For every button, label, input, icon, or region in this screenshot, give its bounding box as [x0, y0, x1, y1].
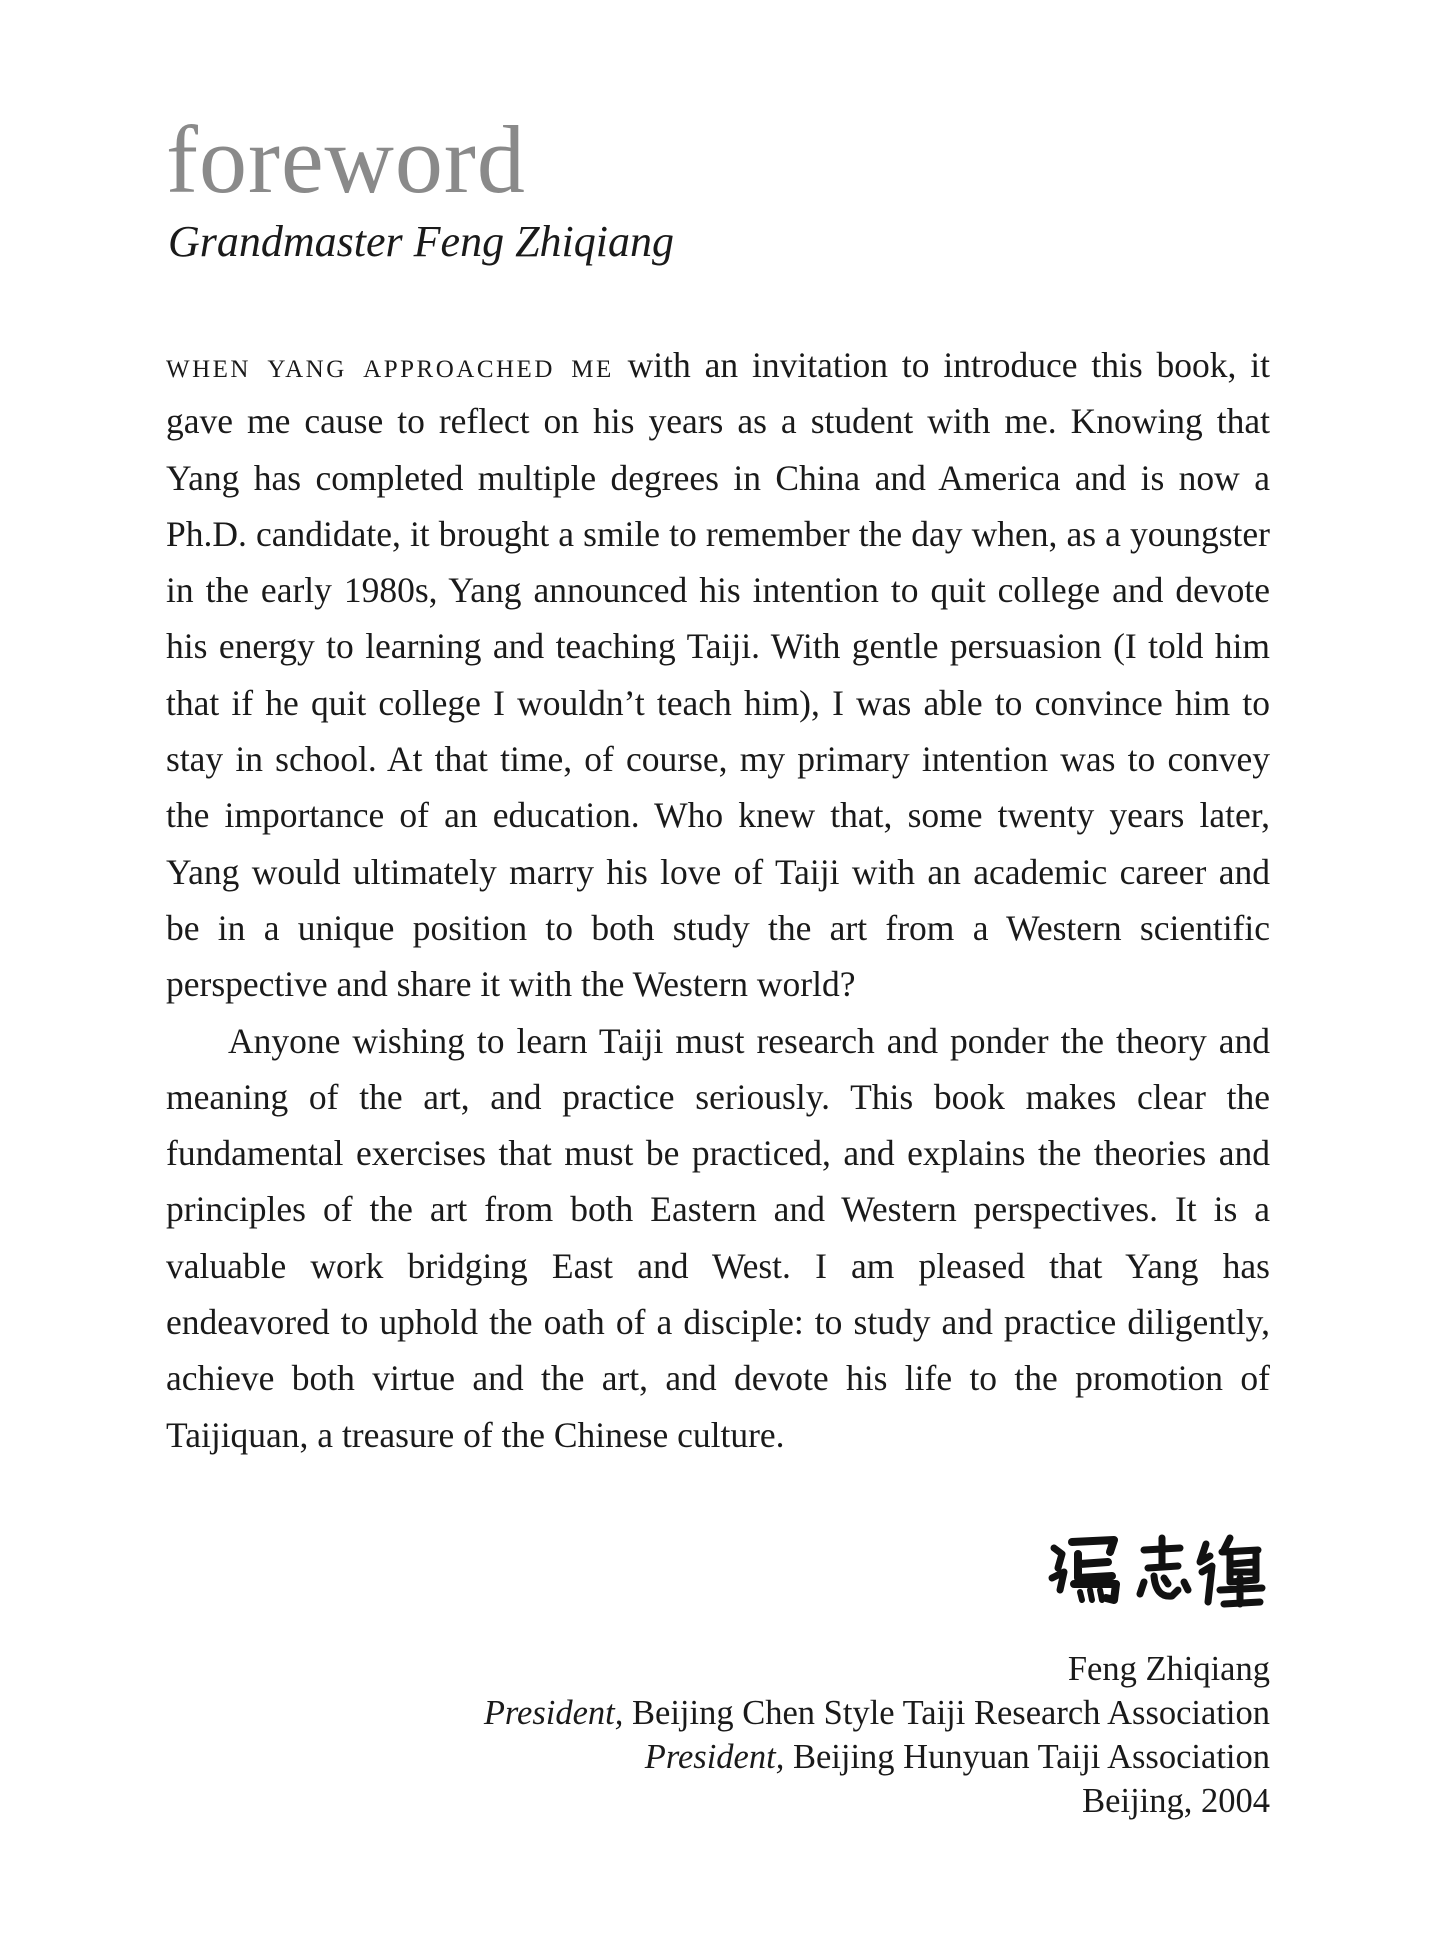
paragraph-2: Anyone wishing to learn Taiji must research and ponder the theory and meaning of the art, and practice seriously. This book makes clear the fundamental exercises that must be practiced, and explains the theories and principles of the art from both Eastern and Western perspectives. It is a valuable work bridging East and West. I am pleased that Yang has endeavored to uphold the oath of a disciple: to study and practice diligently, achieve both virtue and the art, and devote his life to the promotion of Taijiquan, a treasure of the Chinese culture. — [166, 1020, 1270, 1455]
signature-block — [166, 1532, 1270, 1823]
chapter-heading — [166, 106, 1066, 268]
role-2-title: President, — [644, 1738, 785, 1776]
paragraph-1 — [166, 337, 1270, 1013]
paragraph-1-text: with an invitation to introduce this book, it gave me cause to reflect on his years as a student with me. Knowing that Yang has completed multiple degrees in China and America and is now a Ph.D. candidate, it brought a smile to remember the day when, as a youngster in the early 1980s, Yang announced his intention to quit college and devote his energy to learning and teaching Taiji. With gentle persuasion (I told him that if he quit college I wouldn’t teach him), I was able to convince him to stay in school. At that time, of course, my primary intention was to convey the importance of an education. Who knew that, some twenty years later, Yang would ultimately marry his love of Taiji with an academic career and be in a unique position to both study the art from a Western scientific perspective and share it with the Western world? — [166, 345, 1270, 1005]
calligraphy-signature — [1044, 1532, 1270, 1610]
place-and-date: Beijing, 2004 — [1082, 1782, 1270, 1820]
chapter-author: Grandmaster Feng Zhiqiang — [168, 217, 674, 266]
signatory-name: Feng Zhiqiang — [1067, 1650, 1270, 1688]
role-2-organization: Beijing Hunyuan Taiji Association — [784, 1738, 1270, 1776]
role-1-organization: Beijing Chen Style Taiji Research Association — [623, 1694, 1270, 1732]
chapter-title: foreword — [166, 106, 526, 213]
signatory-role-2 — [166, 1735, 1270, 1779]
signatory-role-1 — [166, 1691, 1270, 1735]
foreword-body — [166, 337, 1270, 1463]
role-1-title: President, — [483, 1694, 624, 1732]
lead-in-smallcaps: when yang approached me — [166, 345, 614, 385]
